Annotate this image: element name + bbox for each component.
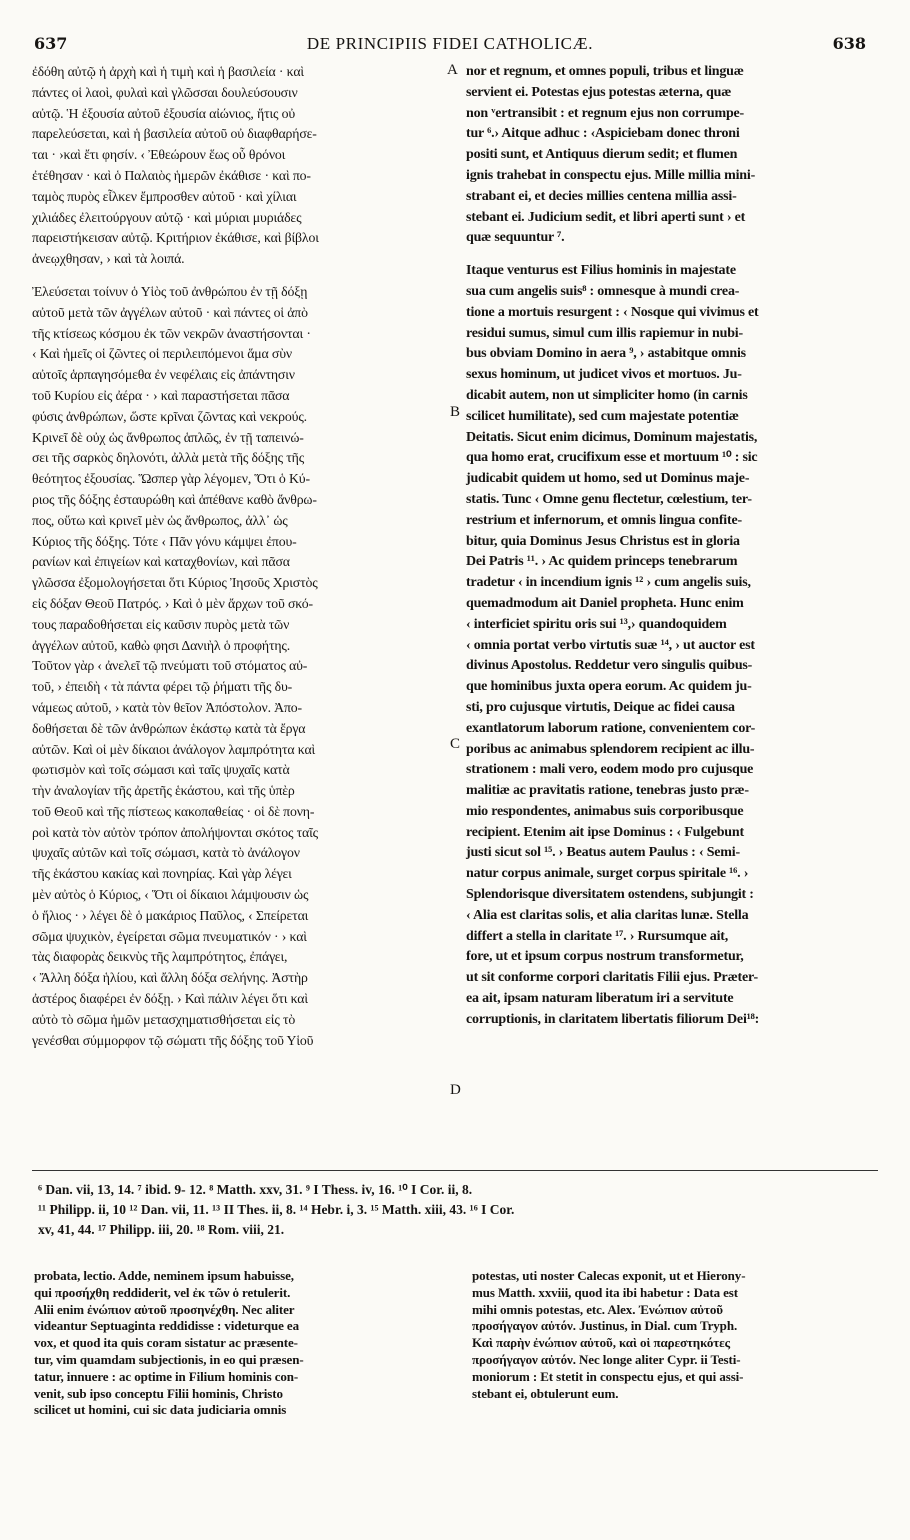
greek-text-line: πάντες οἱ λαοὶ, φυλαὶ καὶ γλῶσσαι δουλεύσουσιν (32, 84, 298, 100)
editor-note-line: probata, lectio. Adde, neminem ipsum habuisse, (34, 1268, 294, 1283)
latin-text-line: statis. Tunc ‹ Omne genu flectetur, cœlestium, ter- (466, 491, 752, 507)
footnote-line: ⁶ Dan. vii, 13, 14. ⁷ ibid. 9- 12. ⁸ Matth. xxv, 31. ⁹ I Thess. iv, 16. ¹⁰ I Cor. ii, 8. (38, 1182, 473, 1197)
margin-mark-c: C (450, 736, 461, 752)
latin-text-line: divinus Apostolus. Reddetur vero singulis quibus- (466, 658, 753, 674)
greek-text-line: παρειστήκεισαν αὐτῷ. Κριτήριον ἐκάθισε, καὶ βίβλοι (32, 230, 319, 246)
latin-text-line: ut sit conforme corpori claritatis Filii ejus. Præter- (466, 970, 758, 986)
greek-text-line: ἀνεῳχθησαν, › καὶ τὰ λοιπά. (32, 251, 185, 267)
greek-text-line: ‹ Καὶ ἡμεῖς οἱ ζῶντες οἱ περιλειπόμενοι ἅμα σὺν (32, 346, 292, 362)
editor-note-line: προσήγαγον αὐτόν. Nec longe aliter Cypr. ii Testi- (472, 1351, 741, 1367)
greek-text-line: ροὶ κατὰ τὸν αὐτὸν τρόπον ἀπολήψονται σκότος ταῖς (32, 824, 318, 840)
greek-text-line: μὲν αὐτὸς ὁ Κύριος, ‹ Ὅτι οἱ δίκαιοι λάμψουσιν ὡς (32, 887, 309, 903)
greek-text-line: ται · ›καὶ ἔτι φησίν. ‹ Ἐθεώρουν ἕως οὗ θρόνοι (32, 147, 286, 163)
greek-text-line: αὐτοῦ μετὰ τῶν ἀγγέλων αὐτοῦ · καὶ πάντες οἱ ἀπὸ (32, 304, 308, 320)
latin-text-line: quæ sequuntur ⁷. (466, 230, 565, 246)
editor-note-line: potestas, uti noster Calecas exponit, ut et Hierony- (472, 1268, 746, 1283)
latin-text-line: ‹ interficiet spiritu oris sui ¹³,› quandoquidem (466, 616, 727, 632)
editor-note-line: vox, et quod ita quis coram sistatur ac præsente- (34, 1335, 298, 1351)
greek-text-line: τοῦ Κυρίου εἰς ἀέρα · › καὶ παραστήσεται πᾶσα (32, 387, 290, 403)
greek-text-line: Ἐλεύσεται τοίνυν ὁ Υἱὸς τοῦ ἀνθρώπου ἐν τῇ δόξῃ (32, 283, 308, 299)
greek-text-line: τὴν ἀναλογίαν τῆς ἀρετῆς ἑκάστου, καὶ τῆς ὑπὲρ (32, 783, 295, 799)
greek-text-line: ἀστέρος διαφέρει ἐν δόξῃ. › Καὶ πάλιν λέγει ὅτι καὶ (32, 991, 308, 1007)
running-header (34, 34, 866, 58)
greek-text-line: τὰς διαφορὰς δεικνὺς τῆς λαμπρότητος, ἐπάγει, (32, 949, 288, 965)
latin-text-line: recipient. Etenim ait ipse Dominus : ‹ Fulgebunt (466, 824, 744, 840)
latin-text-line: Splendorisque diversitatem ostendens, subjungit : (466, 887, 754, 903)
latin-text-line: non ᵛertransibit : et regnum ejus non corrumpe- (466, 105, 745, 121)
page-number-right: 638 (832, 34, 866, 53)
greek-text-line: αὐτῷ. Ἡ ἐξουσία αὐτοῦ ἐξουσία αἰώνιος, ἥτις οὐ (32, 105, 296, 121)
greek-text-line: πος, οὕτω καὶ κρινεῖ μὲν ὡς ἄνθρωπος, ἀλλ᾽ ὡς (32, 512, 288, 528)
latin-text-line: judicabit quidem ut homo, sed ut Dominus maje- (466, 471, 750, 487)
latin-text-line: dicabit autem, non ut simpliciter homo (in carnis (466, 387, 748, 403)
editor-note-line: moniorum : Et stetit in conspectu ejus, et qui assi- (472, 1368, 744, 1384)
latin-text-line: ‹ omnia portat verbo virtutis suæ ¹⁴, › ut auctor est (466, 637, 755, 653)
greek-text-line: αὐτοῖς ἁρπαγησόμεθα ἐν νεφέλαις εἰς ἀπάντησιν (32, 367, 295, 383)
latin-text-line: stebant ei. Judicium sedit, et libri aperti sunt › et (466, 209, 746, 225)
editor-notes-left (34, 1268, 449, 1419)
latin-text-line: justi sicut sol ¹⁵. › Beatus autem Paulus : ‹ Semi- (466, 845, 740, 861)
editor-note-line: mus Matth. xxviii, quod ita ibi habetur : Data est (472, 1284, 738, 1300)
greek-text-line: ρανίων καὶ ἐπιγείων καὶ καταχθονίων, καὶ πᾶσα (32, 554, 290, 570)
greek-text-line: τοῦ Θεοῦ καὶ τῆς πίστεως κακοπαθείας · οἱ δὲ πονη- (32, 803, 315, 819)
greek-text-line: ψυχαῖς αὐτῶν καὶ τοῖς σώμασι, κατὰ τὸ ἀνάλογον (32, 845, 300, 861)
latin-text-line: nor et regnum, et omnes populi, tribus et linguæ (466, 64, 744, 79)
editor-note-line: Καὶ παρὴν ἐνώπιον αὐτοῦ, καὶ οἱ παρεστηκότες (472, 1335, 730, 1351)
greek-text-line: ριος τῆς δόξης ἐσταυρώθη καὶ ἀπέθανε καθὸ ἄνθρω- (32, 491, 317, 507)
page-number-left: 637 (34, 34, 68, 53)
greek-text-line: τοῦ, › ἐπειδὴ ‹ τὰ πάντα φέρει τῷ ῥήματι τῆς δυ- (32, 679, 293, 695)
editor-note-line: tatur, innuere : ac optime in Filium hominis con- (34, 1368, 299, 1384)
latin-text-line: corruptionis, in claritatem libertatis filiorum Dei¹⁸: (466, 1011, 760, 1027)
latin-text-line: differt a stella in claritate ¹⁷. › Rursumque ait, (466, 928, 729, 944)
latin-text-line: poribus ac animabus splendorem recipient ac illu- (466, 741, 755, 757)
running-title: DE PRINCIPIIS FIDEI CATHOLICÆ. (306, 34, 594, 53)
latin-text-line: restrium et infernorum, et omnis lingua confite- (466, 512, 742, 528)
latin-text-line: tione a mortuis resurgent : ‹ Nosque qui vivimus et (466, 304, 759, 320)
latin-text-line: bitur, quia Dominus Jesus Christus est in gloria (466, 533, 740, 549)
greek-column (32, 62, 452, 1051)
margin-mark-a: A (447, 62, 458, 78)
greek-text-line: χιλιάδες ἐλειτούργουν αὐτῷ · καὶ μύριαι μυριάδες (32, 209, 302, 225)
latin-text-line: mio respondentes, animabus suis corporibusque (466, 803, 744, 819)
greek-text-line: σει τῆς σαρκὸς δηλονότι, ἀλλὰ μετὰ τῆς δόξης τῆς (32, 450, 305, 466)
greek-text-line: Τοῦτον γὰρ ‹ ἀνελεῖ τῷ πνεύματι τοῦ στόματος αὐ- (32, 658, 308, 674)
greek-text-line: ‹ Ἄλλη δόξα ἡλίου, καὶ ἄλλη δόξα σελήνης. Ἀστὴρ (32, 970, 308, 986)
latin-text-line: que hominibus juxta opera eorum. Ac quidem ju- (466, 679, 752, 695)
greek-text-line: παρελεύσεται, καὶ ἡ βασιλεία αὐτοῦ οὐ διαφθαρήσε- (32, 126, 317, 142)
greek-text-line: ὁ ἥλιος · › λέγει δὲ ὁ μακάριος Παῦλος, ‹ Σπείρεται (32, 907, 309, 923)
greek-text-line: γλῶσσα ἐξομολογήσεται ὅτι Κύριος Ἰησοῦς Χριστὸς (32, 575, 318, 591)
latin-text-line: natur corpus animale, surget corpus spiritale ¹⁶. › (466, 866, 749, 882)
greek-text-line: φύσις ἀνθρώπων, ὥστε κρῖναι ζῶντας καὶ νεκρούς. (32, 408, 307, 424)
latin-text-line: sua cum angelis suis⁸ : omnesque à mundi crea- (466, 283, 740, 299)
latin-text-line: residui sumus, simul cum illis rapiemur in nubi- (466, 325, 743, 341)
latin-text-line: positi sunt, et Antiquus dierum sedit; et flumen (466, 147, 738, 163)
latin-column (466, 62, 876, 1031)
editor-note-line: mihi omnis potestas, etc. Alex. Ἐνώπιον αὐτοῦ (472, 1301, 723, 1317)
latin-text-line: exantlatorum laborum ratione, convenientem cor- (466, 720, 756, 736)
footnote-divider (32, 1170, 878, 1171)
greek-text-line: αὐτὸ τὸ σῶμα ἡμῶν μετασχηματισθήσεται εἰς τὸ (32, 1011, 296, 1027)
greek-text-line: τους παραδοθήσεται εἰς καῦσιν πυρὸς μετὰ τῶν (32, 616, 290, 632)
latin-text-line: ‹ Alia est claritas solis, et alia claritas lunæ. Stella (466, 907, 749, 923)
greek-text-line: δοθήσεται δὲ τῶν ἀνθρώπων ἑκάστῳ κατὰ τὰ ἔργα (32, 720, 306, 736)
greek-text-line: αὐτῶν. Καὶ οἱ μὲν δίκαιοι ἀνάλογον λαμπρότητα καὶ (32, 741, 316, 757)
editor-note-line: scilicet ut homini, cui sic data judiciaria omnis (34, 1402, 287, 1418)
greek-text-line: νάμεως αὐτοῦ, › κατὰ τὸν θεῖον Ἀπόστολον. Ἀπο- (32, 699, 302, 715)
greek-text-line: ταμὸς πυρὸς εἷλκεν ἔμπροσθεν αὐτοῦ · καὶ χίλιαι (32, 188, 297, 204)
latin-text-line: strationem : mali vero, eodem modo pro cujusque (466, 762, 754, 778)
greek-text-line: Κύριος τῆς δόξης. Τότε ‹ Πᾶν γόνυ κάμψει ἐπου- (32, 533, 297, 549)
greek-text-line: θεότητος ἐξουσίας. Ὥσπερ γὰρ λέγομεν, Ὅτι ὁ Κύ- (32, 471, 310, 487)
editor-note-line: tur, vim quamdam subjectionis, in eo qui præsen- (34, 1351, 304, 1367)
latin-text-line: Dei Patris ¹¹. › Ac quidem princeps tenebrarum (466, 554, 738, 570)
greek-text-line: σῶμα ψυχικὸν, ἐγείρεται σῶμα πνευματικόν · › καὶ (32, 928, 307, 944)
greek-text-line: ἀγγέλων αὐτοῦ, καθὼ φησι Δανιὴλ ὁ προφήτης. (32, 637, 291, 653)
latin-text-line: tur ⁶.› Aitque adhuc : ‹Aspiciebam donec throni (466, 126, 740, 142)
footnote-line: xv, 41, 44. ¹⁷ Philipp. iii, 20. ¹⁸ Rom. viii, 21. (38, 1222, 285, 1237)
paragraph-gap (466, 249, 876, 261)
greek-text-line: τῆς ἑκάστου κακίας καὶ πονηρίας. Καὶ γὰρ λέγει (32, 866, 292, 882)
editor-notes-right (472, 1268, 887, 1402)
latin-text-line: Itaque venturus est Filius hominis in majestate (466, 263, 736, 279)
latin-text-line: ignis trahebat in conspectu ejus. Mille millia mini- (466, 167, 756, 183)
margin-mark-b: B (450, 404, 461, 420)
latin-text-line: strabant ei, et decies millies centena millia assi- (466, 188, 737, 204)
latin-text-line: bus obviam Domino in aera ⁹, › astabitque omnis (466, 346, 746, 362)
footnote-line: ¹¹ Philipp. ii, 10 ¹² Dan. vii, 11. ¹³ II Thes. ii, 8. ¹⁴ Hebr. i, 3. ¹⁵ Matth. xiii, 43. ¹⁶ I Cor. (38, 1202, 515, 1217)
greek-text-line: τῆς κτίσεως κόσμου ἐκ τῶν νεκρῶν ἀναστήσονται · (32, 325, 311, 341)
footnotes (38, 1180, 878, 1240)
greek-text-line: εἰς δόξαν Θεοῦ Πατρός. › Καὶ ὁ μὲν ἄρχων τοῦ σκό- (32, 595, 313, 611)
margin-mark-d: D (450, 1082, 461, 1098)
latin-text-line: fore, ut et ipsum corpus nostrum transformetur, (466, 949, 744, 965)
latin-text-line: malitiæ ac pravitatis ratione, tenebras justo præ- (466, 783, 749, 799)
greek-text-line: ἐδόθη αὐτῷ ἡ ἀρχὴ καὶ ἡ τιμὴ καὶ ἡ βασιλεία · καὶ (32, 64, 304, 79)
editor-note-line: stebant ei, obtulerunt eum. (472, 1385, 619, 1401)
editor-note-line: Alii enim ἐνώπιον αὐτοῦ προσηνέχθη. Nec aliter (34, 1301, 295, 1317)
greek-text-line: Κρινεῖ δὲ οὐχ ὡς ἄνθρωπος ἁπλῶς, ἐν τῇ ταπεινώ- (32, 429, 304, 445)
greek-text-line: γενέσθαι σύμμορφον τῷ σώματι τῆς δόξης τοῦ Υἱοῦ (32, 1032, 314, 1048)
paragraph-gap (32, 270, 452, 282)
editor-note-line: venit, sub ipso conceptu Filii hominis, Christo (34, 1385, 283, 1401)
greek-text-line: φωτισμὸν καὶ τοῖς σώμασι καὶ ταῖς ψυχαῖς κατὰ (32, 762, 290, 778)
latin-text-line: qua homo erat, crucifixum esse et mortuum ¹⁰ : sic (466, 450, 758, 466)
latin-text-line: Deitatis. Sicut enim dicimus, Dominum majestatis, (466, 429, 758, 445)
editor-note-line: προσήγαγον αὐτόν. Justinus, in Dial. cum Tryph. (472, 1318, 738, 1334)
latin-text-line: tradetur ‹ in incendium ignis ¹² › cum angelis suis, (466, 575, 751, 591)
latin-text-line: quemadmodum ait Daniel propheta. Hunc enim (466, 595, 744, 611)
latin-text-line: sti, pro cujusque virtutis, Deique ac fidei causa (466, 699, 735, 715)
latin-text-line: sexus hominum, ut judicet vivos et mortuos. Ju- (466, 367, 742, 383)
latin-text-line: ea ait, ipsam naturam liberatum iri a servitute (466, 991, 734, 1007)
editor-note-line: qui προσήχθη reddiderit, vel ἐκ τῶν ὁ retulerit. (34, 1284, 291, 1300)
greek-text-line: ἐτέθησαν · καὶ ὁ Παλαιὸς ἡμερῶν ἐκάθισε · καὶ πο- (32, 167, 311, 183)
editor-note-line: videantur Septuaginta reddidisse : videturque ea (34, 1318, 299, 1334)
latin-text-line: servient ei. Potestas ejus potestas æterna, quæ (466, 84, 732, 100)
latin-text-line: scilicet humilitate), sed cum majestate potentiæ (466, 408, 739, 424)
